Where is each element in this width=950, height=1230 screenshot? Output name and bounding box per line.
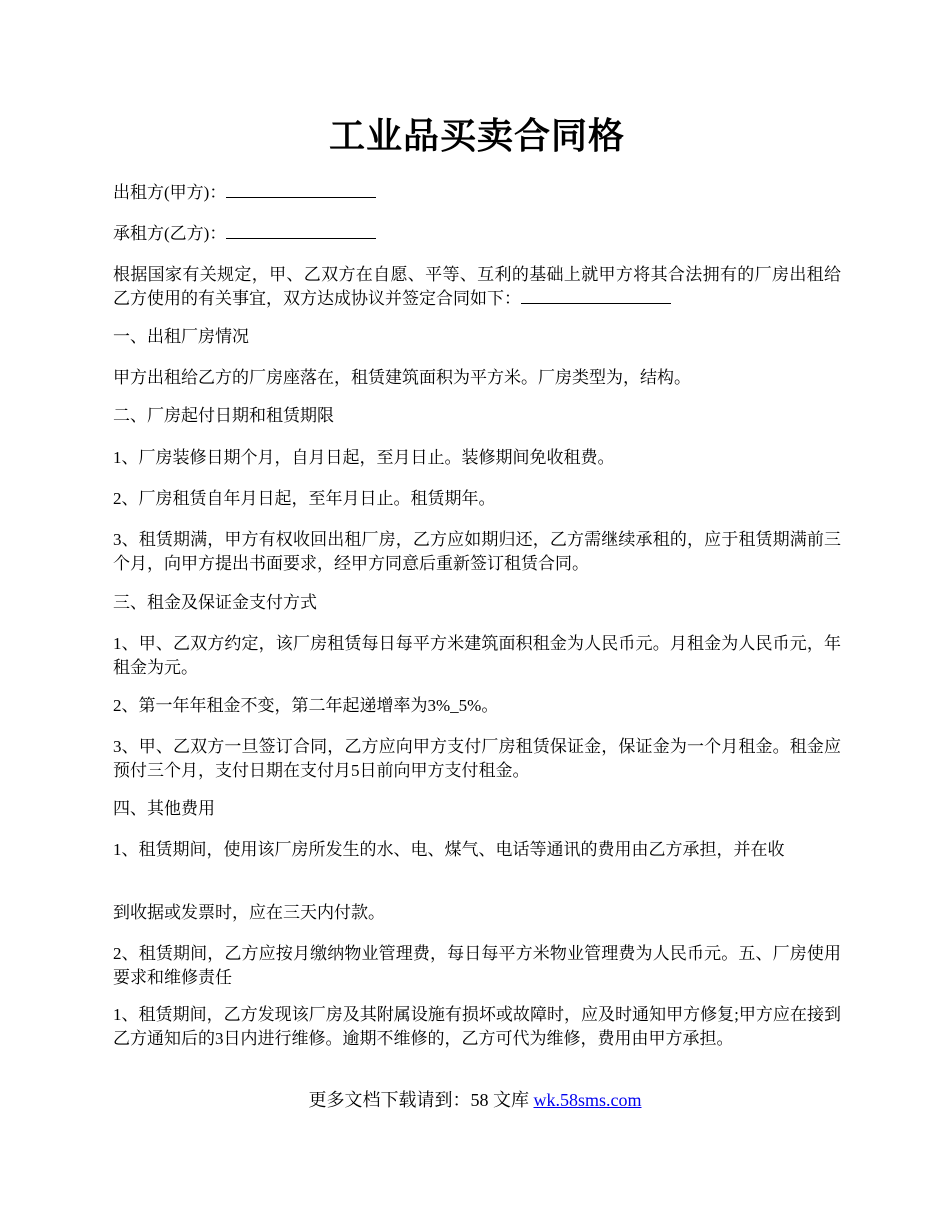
intro-paragraph xyxy=(113,263,841,311)
section1-heading: 一、出租厂房情况 xyxy=(113,327,249,346)
lessor-label: 出租方(甲方)： xyxy=(113,183,227,202)
section2-item2: 2、厂房租赁自年月日起，至年月日止。租赁期年。 xyxy=(113,489,496,508)
section3-item3: 3、甲、乙双方一旦签订合同，乙方应向甲方支付厂房租赁保证金，保证金为一个月租金。租金应预付三个月，支付日期在支付月5日前向甲方支付租金。 xyxy=(113,737,841,780)
document-title: 工业品买卖合同格 xyxy=(328,116,625,156)
section2-item1: 1、厂房装修日期个月，自月日起，至月日止。装修期间免收租费。 xyxy=(113,448,615,467)
footer xyxy=(0,1087,950,1113)
lessee-line xyxy=(113,222,841,246)
intro-text: 根据国家有关规定，甲、乙双方在自愿、平等、互利的基础上就甲方将其合法拥有的厂房出租给乙方使用的有关事宜，双方达成协议并签定合同如下： xyxy=(113,265,841,308)
footer-text: 更多文档下载请到：58 文库 xyxy=(308,1090,534,1110)
section4-heading: 四、其他费用 xyxy=(113,799,215,818)
footer-link[interactable]: wk.58sms.com xyxy=(533,1090,642,1110)
section4-item1-continued: 到收据或发票时，应在三天内付款。 xyxy=(113,903,385,922)
section5-item1: 1、租赁期间，乙方发现该厂房及其附属设施有损坏或故障时，应及时通知甲方修复;甲方应在接到乙方通知后的3日内进行维修。逾期不维修的，乙方可代为维修，费用由甲方承担。 xyxy=(113,1005,841,1048)
lessee-label: 承租方(乙方)： xyxy=(113,224,227,243)
lessor-line xyxy=(113,181,841,205)
section4-item2: 2、租赁期间，乙方应按月缴纳物业管理费，每日每平方米物业管理费为人民币元。五、厂房使用要求和维修责任 xyxy=(113,944,841,987)
section3-item1: 1、甲、乙双方约定，该厂房租赁每日每平方米建筑面积租金为人民币元。月租金为人民币元，年租金为元。 xyxy=(113,634,841,677)
section3-heading: 三、租金及保证金支付方式 xyxy=(113,593,317,612)
section2-heading: 二、厂房起付日期和租赁期限 xyxy=(113,406,334,425)
section1-text: 甲方出租给乙方的厂房座落在，租赁建筑面积为平方米。厂房类型为，结构。 xyxy=(113,368,691,387)
section2-item3: 3、租赁期满，甲方有权收回出租厂房，乙方应如期归还，乙方需继续承租的，应于租赁期满前三个月，向甲方提出书面要求，经甲方同意后重新签订租赁合同。 xyxy=(113,530,841,573)
section3-item2: 2、第一年年租金不变，第二年起递增率为3%_5%。 xyxy=(113,696,499,715)
lessee-blank xyxy=(226,224,376,239)
section4-item1: 1、租赁期间，使用该厂房所发生的水、电、煤气、电话等通讯的费用由乙方承担，并在收 xyxy=(113,840,785,859)
lessor-blank xyxy=(226,183,376,198)
intro-blank xyxy=(521,289,671,304)
